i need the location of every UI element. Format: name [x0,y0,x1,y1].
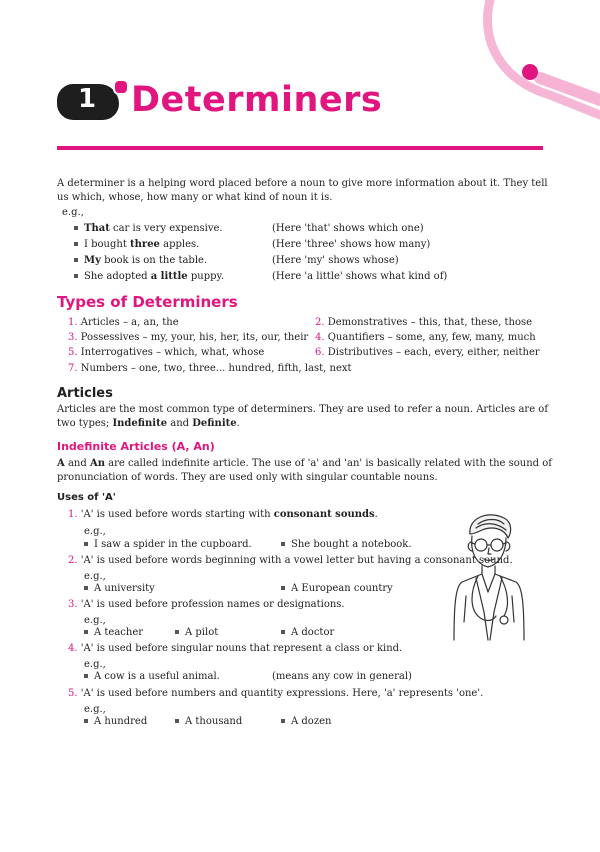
decorative-swoosh [470,0,600,130]
intro-paragraph: A determiner is a helping word placed before a noun to give more information about it. They tell us which, whose, how many or what kind of noun it is. [57,178,548,203]
example-item: I bought three apples. [74,239,199,250]
title-rule [57,146,543,150]
rule-example: A thousand [175,716,242,727]
doctor-illustration [448,512,530,640]
rule-example: A university [84,583,155,594]
rule-example: A cow is a useful animal. [84,671,220,682]
example-note: (Here 'a little' shows what kind of) [272,271,448,282]
articles-paragraph: Articles are the most common type of determiners. They are used to refer a noun. Articles are of two types; Indefinite and Definite. [57,404,549,429]
rule-item: 4. 'A' is used before singular nouns that represent a class or kind. [68,643,403,654]
rule-eg: e.g., [84,659,106,670]
indefinite-heading: Indefinite Articles (A, An) [57,440,215,453]
type-item: 7. Numbers – one, two, three... hundred, fifth, last, next [68,363,352,374]
uses-heading: Uses of 'A' [57,492,116,503]
rule-example: A doctor [281,627,334,638]
page-title: Determiners [131,80,383,120]
chapter-number: 1 [78,84,97,114]
rule-example: A dozen [281,716,331,727]
example-item: That car is very expensive. [74,223,223,234]
rule-example: A pilot [175,627,218,638]
rule-eg: e.g., [84,526,106,537]
rule-example: She bought a notebook. [281,539,412,550]
articles-heading: Articles [57,386,113,401]
rule-eg: e.g., [84,615,106,626]
example-note: (Here 'three' shows how many) [272,239,431,250]
type-item: 6. Distributives – each, every, either, neither [315,347,540,358]
rule-example: A hundred [84,716,147,727]
chapter-badge-dot [113,79,129,95]
rule-item: 1. 'A' is used before words starting with consonant sounds. [68,509,378,520]
intro-eg: e.g., [62,207,84,218]
rule-example: A teacher [84,627,143,638]
rule-example: I saw a spider in the cupboard. [84,539,252,550]
rule-item: 5. 'A' is used before numbers and quantity expressions. Here, 'a' represents 'one'. [68,688,484,699]
example-note: (Here 'that' shows which one) [272,223,424,234]
rule-eg: e.g., [84,571,106,582]
rule-item: 3. 'A' is used before profession names or designations. [68,599,345,610]
type-item: 3. Possessives – my, your, his, her, its, our, their [68,332,309,343]
rule-item: 2. 'A' is used before words beginning with a vowel letter but having a consonant sound. [68,555,513,566]
type-item: 1. Articles – a, an, the [68,317,179,328]
type-item: 2. Demonstratives – this, that, these, those [315,317,533,328]
example-item: She adopted a little puppy. [74,271,224,282]
type-item: 5. Interrogatives – which, what, whose [68,347,265,358]
rule-example: A European country [281,583,393,594]
rule-eg: e.g., [84,704,106,715]
example-item: My book is on the table. [74,255,207,266]
example-note: (Here 'my' shows whose) [272,255,399,266]
type-item: 4. Quantifiers – some, any, few, many, much [315,332,536,343]
rule-note: (means any cow in general) [272,671,412,682]
types-heading: Types of Determiners [57,293,238,311]
indefinite-paragraph: A and An are called indefinite article. The use of 'a' and 'an' is basically related with the sound of pronunciation of words. They are used only with singular countable nouns. [57,458,552,483]
